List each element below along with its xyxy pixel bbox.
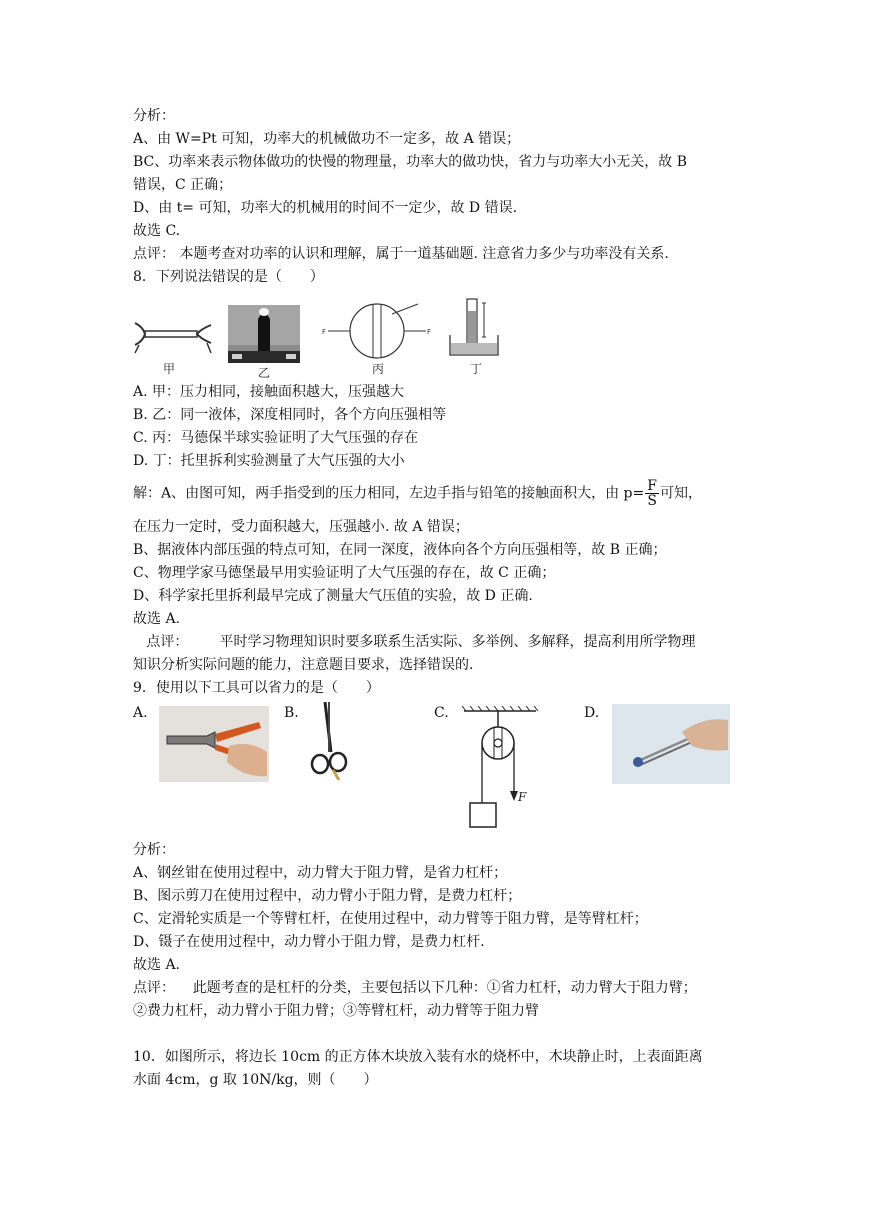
- analysis-9b: B、图示剪刀在使用过程中，动力臂小于阻力臂，是费力杠杆；: [133, 888, 522, 904]
- question-10: 10．如图所示，将边长 10cm 的正方体木块放入装有水的烧杯中，木块静止时，上表面距离: [133, 1049, 703, 1065]
- comment-line-9-cont: ②费力杠杆，动力臂小于阻力臂；③等臂杠杆，动力臂等于阻力臂: [133, 1003, 539, 1019]
- svg-text:F: F: [322, 328, 327, 336]
- analysis-title: 分析：: [133, 108, 175, 124]
- svg-text:F: F: [427, 328, 432, 336]
- analysis-9d: D、镊子在使用过程中，动力臂小于阻力臂，是费力杠杆.: [133, 934, 485, 950]
- comment-line-8-cont: 知识分析实际问题的能力，注意题目要求，选择错误的.: [133, 657, 474, 673]
- answer-line-8: 故选 A.: [133, 611, 181, 627]
- option-9b-label: B.: [284, 705, 299, 721]
- comment-line-9: 点评： 此题考查的是杠杆的分类，主要包括以下几种：①省力杠杆，动力臂大于阻力臂；: [133, 980, 697, 996]
- fraction-denominator: S: [647, 493, 657, 509]
- option-9a-label: A.: [133, 705, 148, 721]
- analysis-line-d: D、由 t= 可知，功率大的机械用的时间不一定少，故 D 错误.: [133, 200, 518, 216]
- solution-line-2: 在压力一定时，受力面积越大，压强越小. 故 A 错误；: [133, 519, 469, 535]
- comment-line-8: 点评： 平时学习物理知识时要多联系生活实际、多举例、多解释，提高利用所学物理: [133, 634, 696, 650]
- answer-line-9: 故选 A.: [133, 957, 181, 973]
- option-8b: B. 乙：同一液体，深度相同时，各个方向压强相等: [133, 407, 447, 423]
- torricelli-experiment-figure: [446, 297, 502, 359]
- analysis-title-9: 分析：: [133, 842, 175, 858]
- option-8c: C. 丙：马德保半球实验证明了大气压强的存在: [133, 430, 419, 446]
- tweezers-photo: [612, 704, 730, 784]
- solution-prefix: 解：A、由图可知，两手指受到的压力相同，左边手指与铅笔的接触面积大，由 p=: [133, 485, 645, 502]
- analysis-9a: A、钢丝钳在使用过程中，动力臂大于阻力臂，是省力杠杆；: [133, 865, 508, 881]
- analysis-line-bc: BC、功率来表示物体做功的快慢的物理量，功率大的做功快，省力与功率大小无关，故 B: [133, 154, 687, 170]
- scissors-figure: [303, 700, 353, 782]
- option-9d-label: D.: [584, 705, 600, 721]
- answer-line: 故选 C.: [133, 223, 181, 239]
- option-8a: A. 甲：压力相同，接触面积越大，压强越大: [133, 384, 405, 400]
- option-8d: D. 丁：托里拆利实验测量了大气压强的大小: [133, 453, 405, 469]
- fraction-numerator: F: [647, 478, 657, 494]
- analysis-line-a: A、由 W=Pt 可知，功率大的机械做功不一定多，故 A 错误；: [133, 131, 521, 147]
- option-9c-label: C.: [434, 705, 449, 721]
- question-9: 9．使用以下工具可以省力的是（ ）: [133, 680, 380, 696]
- figure-label-ding: 丁: [470, 362, 483, 376]
- figure-label-jia: 甲: [163, 362, 176, 376]
- solution-line-1: [133, 479, 702, 508]
- liquid-pressure-photo: [228, 305, 300, 363]
- solution-suffix: 可知，: [659, 485, 702, 502]
- question-10-cont: 水面 4cm，g 取 10N/kg，则（ ）: [133, 1072, 378, 1088]
- analysis-line-bc-cont: 错误，C 正确；: [133, 177, 233, 193]
- force-label: F: [518, 790, 527, 804]
- pressure-formula-fraction: [645, 479, 659, 508]
- pliers-photo: [159, 706, 269, 782]
- figure-label-bing: 丙: [372, 362, 385, 376]
- analysis-9c: C、定滑轮实质是一个等臂杠杆，在使用过程中，动力臂等于阻力臂，是等臂杠杆；: [133, 911, 648, 927]
- solution-line-5: D、科学家托里拆利最早完成了测量大气压值的实验，故 D 正确.: [133, 588, 533, 604]
- pencil-fingers-figure: [133, 315, 213, 355]
- comment-line: 点评： 本题考查对功率的认识和理解，属于一道基础题. 注意省力多少与功率没有关系.: [133, 246, 669, 262]
- figure-label-yi: 乙: [258, 366, 271, 380]
- fixed-pulley-diagram: [460, 705, 540, 831]
- magdeburg-hemispheres-figure: [322, 300, 432, 362]
- solution-line-3: B、据液体内部压强的特点可知，在同一深度，液体向各个方向压强相等，故 B 正确；: [133, 542, 667, 558]
- solution-line-4: C、物理学家马德堡最早用实验证明了大气压强的存在，故 C 正确；: [133, 565, 556, 581]
- question-8: 8．下列说法错误的是（ ）: [133, 269, 324, 285]
